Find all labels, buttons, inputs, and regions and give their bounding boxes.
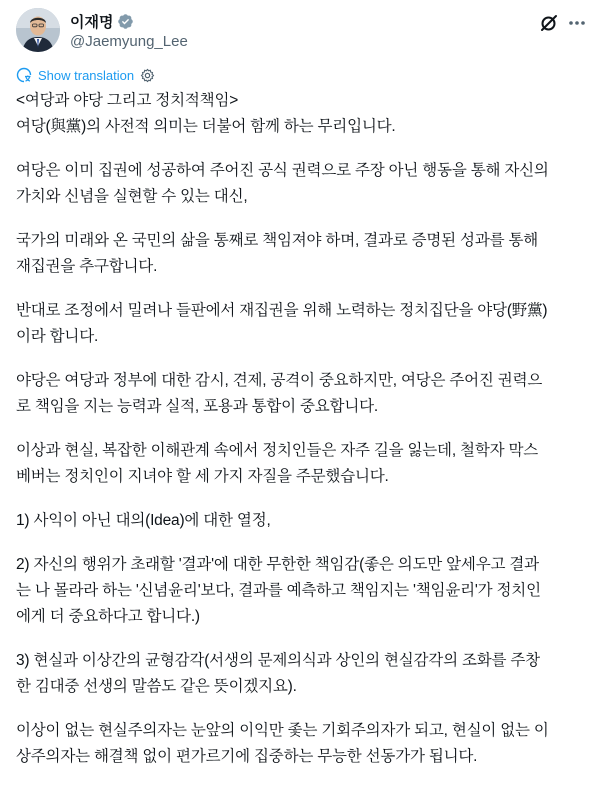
tweet-text-line: 2) 자신의 행위가 초래할 '결과'에 대한 무한한 책임감(좋은 의도만 앞세우고 결과 — [16, 556, 539, 573]
tweet-header — [0, 0, 602, 62]
author-handle[interactable]: @Jaemyung_Lee — [70, 33, 188, 50]
paragraph-gap — [16, 630, 594, 648]
paragraph-gap — [16, 140, 594, 158]
author-name-row — [70, 11, 134, 31]
tweet-text-line: <여당과 야당 그리고 정치적책임> — [16, 92, 239, 109]
tweet-text-line: 이상과 현실, 복잡한 이해관계 속에서 정치인들은 자주 길을 잃는데, 철학자 막스 — [16, 442, 539, 459]
tweet-text-line: 3) 현실과 이상간의 균형감각(서생의 문제의식과 상인의 현실감각의 조화를 주창 — [16, 652, 540, 669]
verified-badge-icon[interactable] — [117, 13, 134, 30]
tweet-text-line: 반대로 조정에서 밀려나 들판에서 재집권을 위해 노력하는 정치집단을 야당(野黨) — [16, 302, 548, 319]
show-translation-link[interactable] — [16, 67, 155, 83]
paragraph-gap — [16, 534, 594, 552]
tweet-text-line: 이라 합니다. — [16, 328, 99, 345]
tweet-text-line: 이상이 없는 현실주의자는 눈앞의 이익만 좇는 기회주의자가 되고, 현실이 없는 이 — [16, 722, 549, 739]
author-display-name[interactable]: 이재명 — [70, 13, 114, 31]
tweet-text-line: 1) 사익이 아닌 대의(Idea)에 대한 열정, — [16, 512, 271, 529]
tweet-text-line: 한 김대중 선생의 말씀도 같은 뜻이겠지요). — [16, 678, 297, 695]
tweet-text — [16, 88, 594, 770]
avatar[interactable] — [16, 8, 60, 52]
tweet-text-line: 에게 더 중요하다고 합니다.) — [16, 608, 200, 625]
paragraph-gap — [16, 490, 594, 508]
tweet-text-line: 는 나 몰라라 하는 '신념윤리'보다, 결과를 예측하고 책임지는 '책임윤리'가 정치인 — [16, 582, 541, 599]
paragraph-gap — [16, 350, 594, 368]
grok-icon[interactable] — [539, 13, 559, 33]
tweet-text-line: 상주의자는 해결책 없이 편가르기에 집중하는 무능한 선동가가 됩니다. — [16, 748, 478, 765]
gear-icon[interactable] — [140, 68, 155, 83]
paragraph-gap — [16, 210, 594, 228]
tweet-text-line: 야당은 여당과 정부에 대한 감시, 견제, 공격이 중요하지만, 여당은 주어진 권력으 — [16, 372, 543, 389]
paragraph-gap — [16, 700, 594, 718]
tweet-text-line: 가치와 신념을 실현할 수 있는 대신, — [16, 188, 248, 205]
tweet-text-line: 여당(與黨)의 사전적 의미는 더불어 함께 하는 무리입니다. — [16, 118, 396, 135]
translate-icon — [16, 67, 32, 83]
tweet-text-line: 여당은 이미 집권에 성공하여 주어진 공식 권력으로 주장 아닌 행동을 통해 자신의 — [16, 162, 549, 179]
paragraph-gap — [16, 280, 594, 298]
show-translation-label[interactable]: Show translation — [38, 67, 135, 83]
more-icon[interactable] — [567, 13, 587, 33]
tweet-text-line: 베버는 정치인이 지녀야 할 세 가지 자질을 주문했습니다. — [16, 468, 389, 485]
paragraph-gap — [16, 420, 594, 438]
tweet-text-line: 국가의 미래와 온 국민의 삶을 통째로 책임져야 하며, 결과로 증명된 성과를 통해 — [16, 232, 539, 249]
tweet-text-line: 로 책임을 지는 능력과 실적, 포용과 통합이 중요합니다. — [16, 398, 378, 415]
tweet-text-line: 재집권을 추구합니다. — [16, 258, 158, 275]
